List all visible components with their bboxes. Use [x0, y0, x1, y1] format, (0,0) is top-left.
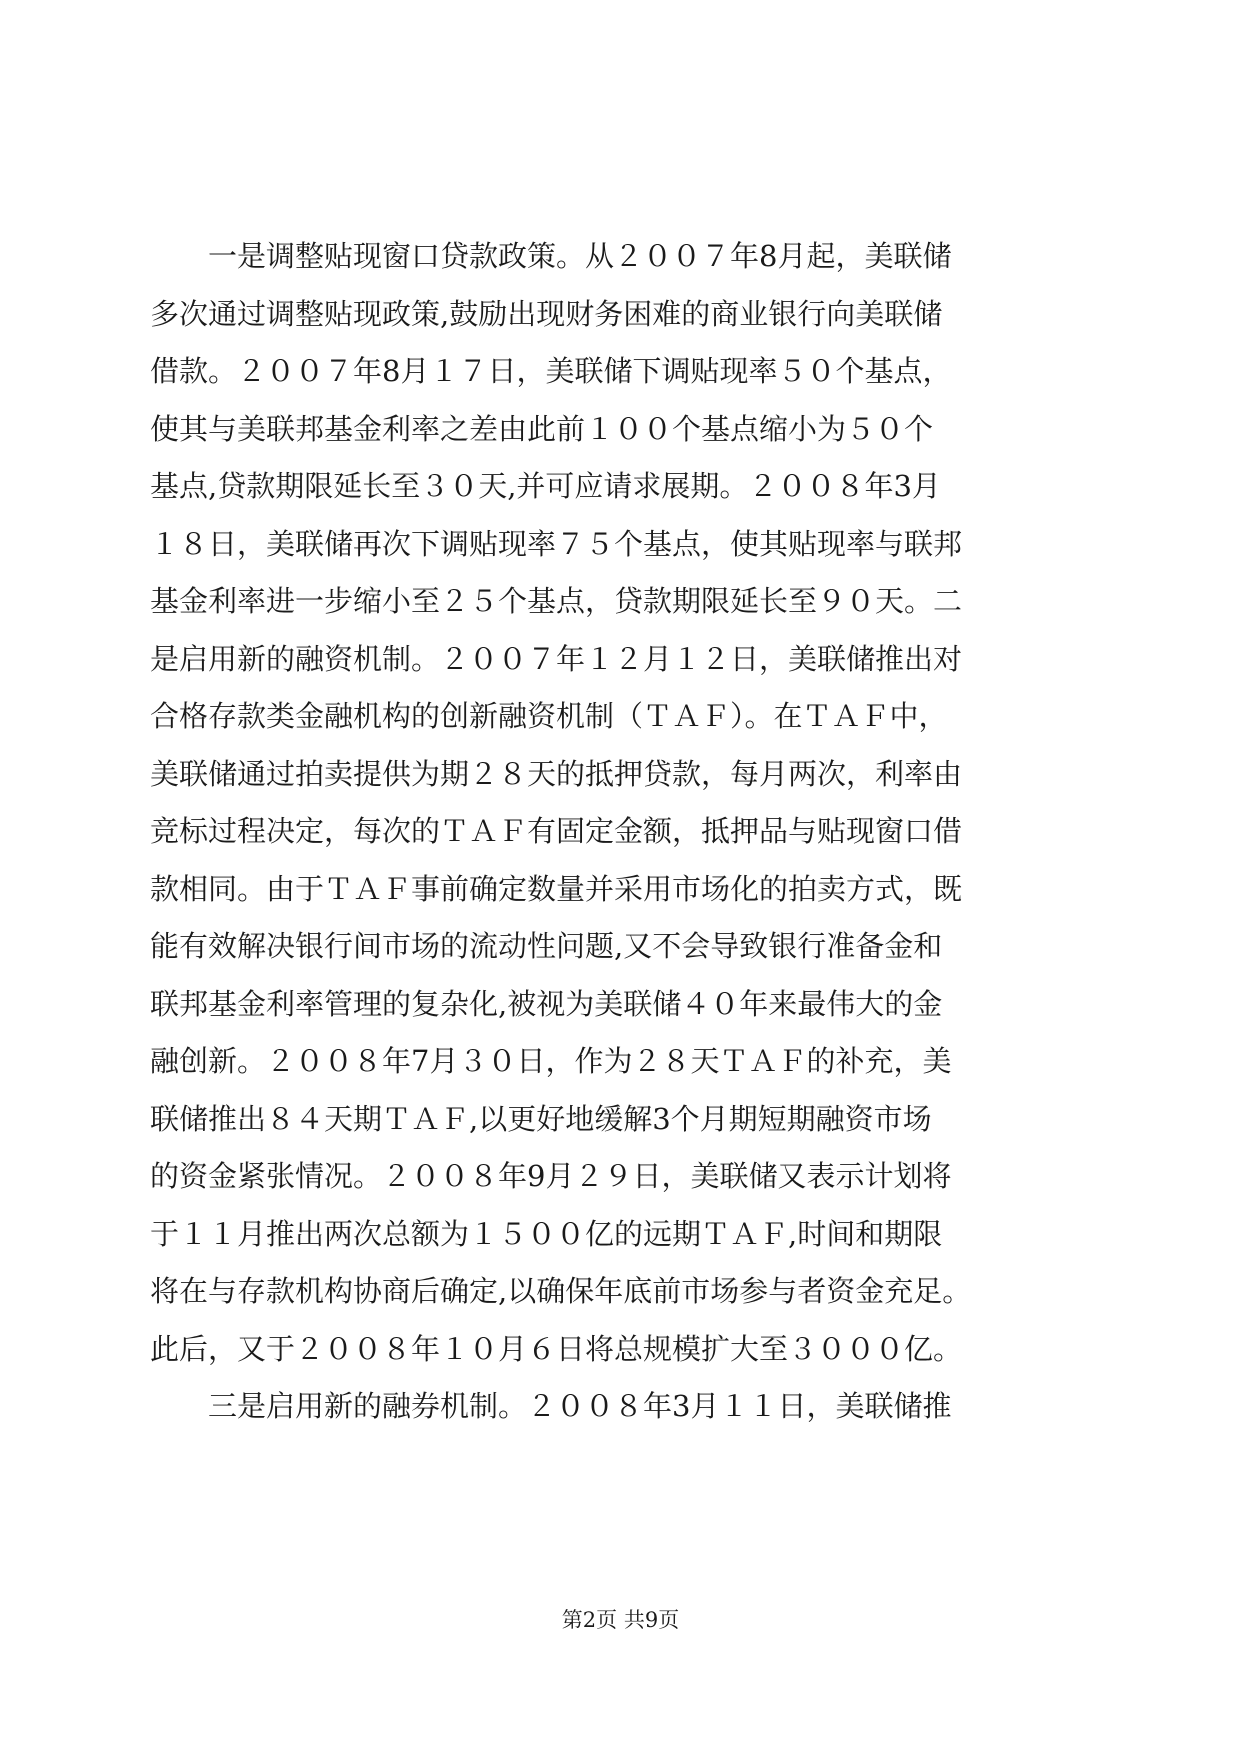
body-text: [150, 228, 1090, 1436]
text-line-8: 是启用新的融资机制。２００７年１２月１２日，美联储推出对: [150, 641, 963, 676]
text-line-16: 联储推出８４天期ＴＡＦ,以更好地缓解3个月期短期融资市场: [150, 1101, 932, 1136]
text-line-14: 联邦基金利率管理的复杂化,被视为美联储４０年来最伟大的金: [150, 986, 943, 1021]
text-line-20: 此后，又于２００８年１０月６日将总规模扩大至３０００亿。: [150, 1331, 963, 1366]
text-line-7: 基金利率进一步缩小至２５个基点，贷款期限延长至９０天。二: [150, 584, 963, 618]
text-line-6: １８日，美联储再次下调贴现率７５个基点，使其贴现率与联邦: [150, 526, 963, 561]
text-line-19: 将在与存款机构协商后确定,以确保年底前市场参与者资金充足。: [150, 1274, 972, 1308]
text-line-10: 美联储通过拍卖提供为期２８天的抵押贷款，每月两次，利率由: [150, 756, 963, 791]
text-line-18: 于１１月推出两次总额为１５００亿的远期ＴＡＦ,时间和期限: [150, 1216, 943, 1251]
text-line-17: 的资金紧张情况。２００８年9月２９日，美联储又表示计划将: [150, 1159, 952, 1193]
text-line-21: 三是启用新的融券机制。２００８年3月１１日，美联储推: [150, 1389, 952, 1423]
text-line-1: 一是调整贴现窗口贷款政策。从２００７年8月起，美联储: [150, 239, 952, 273]
text-line-2: 多次通过调整贴现政策,鼓励出现财务困难的商业银行向美联储: [150, 296, 943, 331]
page-number-footer: 第2页 共9页: [561, 1608, 680, 1632]
text-line-13: 能有效解决银行间市场的流动性问题,又不会导致银行准备金和: [150, 929, 943, 963]
text-line-15: 融创新。２００８年7月３０日，作为２８天ＴＡＦ的补充，美: [150, 1044, 952, 1078]
text-line-12: 款相同。由于ＴＡＦ事前确定数量并采用市场化的拍卖方式，既: [150, 871, 963, 906]
text-line-11: 竞标过程决定，每次的ＴＡＦ有固定金额，抵押品与贴现窗口借: [150, 814, 963, 848]
text-line-5: 基点,贷款期限延长至３０天,并可应请求展期。２００８年3月: [150, 469, 941, 503]
text-line-9: 合格存款类金融机构的创新融资机制（ＴＡＦ）。在ＴＡＦ中，: [150, 699, 948, 733]
text-line-4: 使其与美联邦基金利率之差由此前１００个基点缩小为５０个: [150, 411, 934, 446]
text-line-3: 借款。２００７年8月１７日，美联储下调贴现率５０个基点，: [150, 354, 952, 388]
